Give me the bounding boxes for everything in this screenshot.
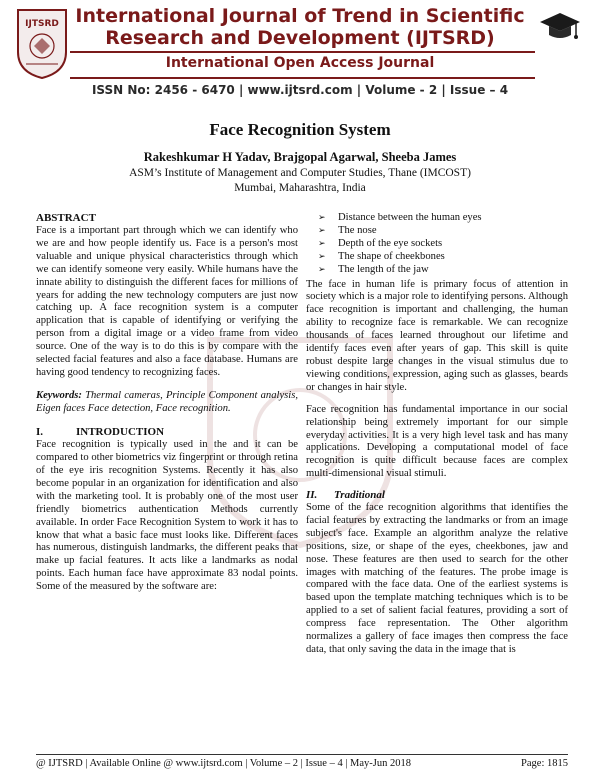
section-number: I.: [36, 426, 44, 439]
list-item: [316, 264, 568, 277]
section-title: Traditional: [334, 489, 385, 502]
section-heading-traditional: [306, 489, 568, 502]
section-heading-introduction: [36, 426, 298, 439]
journal-subtitle: International Open Access Journal: [165, 55, 435, 71]
feature-list: [306, 212, 568, 277]
footer-text: @ IJTSRD | Available Online @ www.ijtsrd.com | Volume – 2 | Issue – 4 | May-Jun 2018: [36, 758, 412, 769]
keywords-label: Keywords:: [36, 389, 82, 401]
arrow-bullet-icon: ➢: [318, 251, 326, 262]
header-divider: [70, 77, 535, 79]
list-item: [316, 212, 568, 225]
list-item-text: Depth of the eye sockets: [338, 237, 443, 249]
abstract-heading: ABSTRACT: [36, 212, 96, 224]
affiliation-line-1: ASM’s Institute of Management and Computer Studies, Thane (IMCOST): [129, 167, 471, 179]
list-item-text: The shape of cheekbones: [338, 250, 445, 262]
list-item: [316, 238, 568, 251]
section-number: II.: [306, 489, 318, 502]
list-item: [316, 225, 568, 238]
arrow-bullet-icon: ➢: [318, 238, 326, 249]
journal-header: [0, 0, 600, 102]
logo-text: IJTSRD: [25, 19, 59, 29]
affiliation-line-2: Mumbai, Maharashtra, India: [234, 182, 366, 194]
journal-title-line-1: International Journal of Trend in Scientific: [75, 5, 525, 27]
graduation-cap-icon: [538, 10, 582, 42]
page-number: Page: 1815: [521, 758, 568, 769]
header-divider: [70, 51, 535, 53]
keywords: [36, 390, 298, 416]
list-item-text: The nose: [338, 224, 377, 236]
paragraph-face-recognition-social: Face recognition has fundamental importance in our social relationship being extremely important for our simple everyday activities. It is a very high level task and has many applications. Developing a computational model of face recognition is quite difficult because faces are complex multi-dimensional visual stimuli.: [306, 403, 568, 480]
arrow-bullet-icon: ➢: [318, 225, 326, 236]
keywords-text: Thermal cameras, Principle Component analysis, Eigen faces Face detection, Face recognition.: [36, 389, 298, 414]
abstract-text: Face is a important part through which we can identify who we are and how people identify us. Face is a person's most valuable and unique physical characteristics through which we can identify someone very easily. While humans have the innate ability to distinguish the different faces for millions of years for adding the new technology computers are just now catching up. A face recognition system is a computer application that is capable of identifying or verifying the person from a digital image or a video frame from video source. One of the way is to do this is by compare with the selected facial features and also a face database. Humans are having good tendency to recognizing faces.: [36, 225, 298, 378]
arrow-bullet-icon: ➢: [318, 213, 326, 223]
arrow-bullet-icon: ➢: [318, 264, 326, 275]
left-column: [36, 212, 298, 594]
list-item-text: The length of the jaw: [338, 263, 429, 275]
footer-divider: [36, 754, 568, 755]
section-title: INTRODUCTION: [76, 426, 165, 439]
right-column: [306, 212, 568, 657]
list-item: [316, 251, 568, 264]
paragraph-traditional: Some of the face recognition algorithms that identifies the facial features by extracting the landmarks or from an image subject's face. Example an algorithm analyze the relative positions, size, or shape of the eyes, cheekbones, jaw and nose. These features are then used to search for the other images with matching of the features. The probe image is compared with the face data. One of the earliest systems is based upon the template matching techniques which is to be applied to a set of salient facial features, providing a sort of compress face representation. The Other algorithm normalizes a gallery of face images then compress the face data, that only saving the data in the image that is: [306, 502, 568, 655]
issn-line: ISSN No: 2456 - 6470 | www.ijtsrd.com | Volume - 2 | Issue – 4: [91, 83, 509, 97]
introduction-text: Face recognition is typically used in the and it can be compared to other biometrics viz fingerprint or through retina of the eye iris recognition Systems. Recently it has also become popular in an organization for identification and also with the marketing tool. It is probably one of the most user friendly biometrics authentication Methods currently available. In order Face Recognition System to work it has to know that what a basic face must looks like. Different faces has numerous, distinguish landmarks, the different peaks that make up facial features. It acts like a landmarks as nodal points. Each human face have approximate 83 nodal points. Some of the measured by the software are:: [36, 439, 298, 593]
paragraph-face-importance: The face in human life is primary focus of attention in society which is a major role to identifying persons. Although face recognition is important and challenging, the human ability to recognize face is remarkable. We can recognize thousands of faces learned throughout our lifetime and identify faces even after years of gap. This skill is quite robust despite large changes in the visual stimulus due to viewing conditions, expression, aging such as glasses, beards or changes in hair style.: [306, 278, 568, 393]
paper-authors: Rakeshkumar H Yadav, Brajgopal Agarwal, Sheeba James: [143, 150, 457, 164]
journal-title-line-2: Research and Development (IJTSRD): [105, 27, 495, 49]
list-item-text: Distance between the human eyes: [338, 212, 482, 223]
paper-title: Face Recognition System: [209, 120, 391, 139]
